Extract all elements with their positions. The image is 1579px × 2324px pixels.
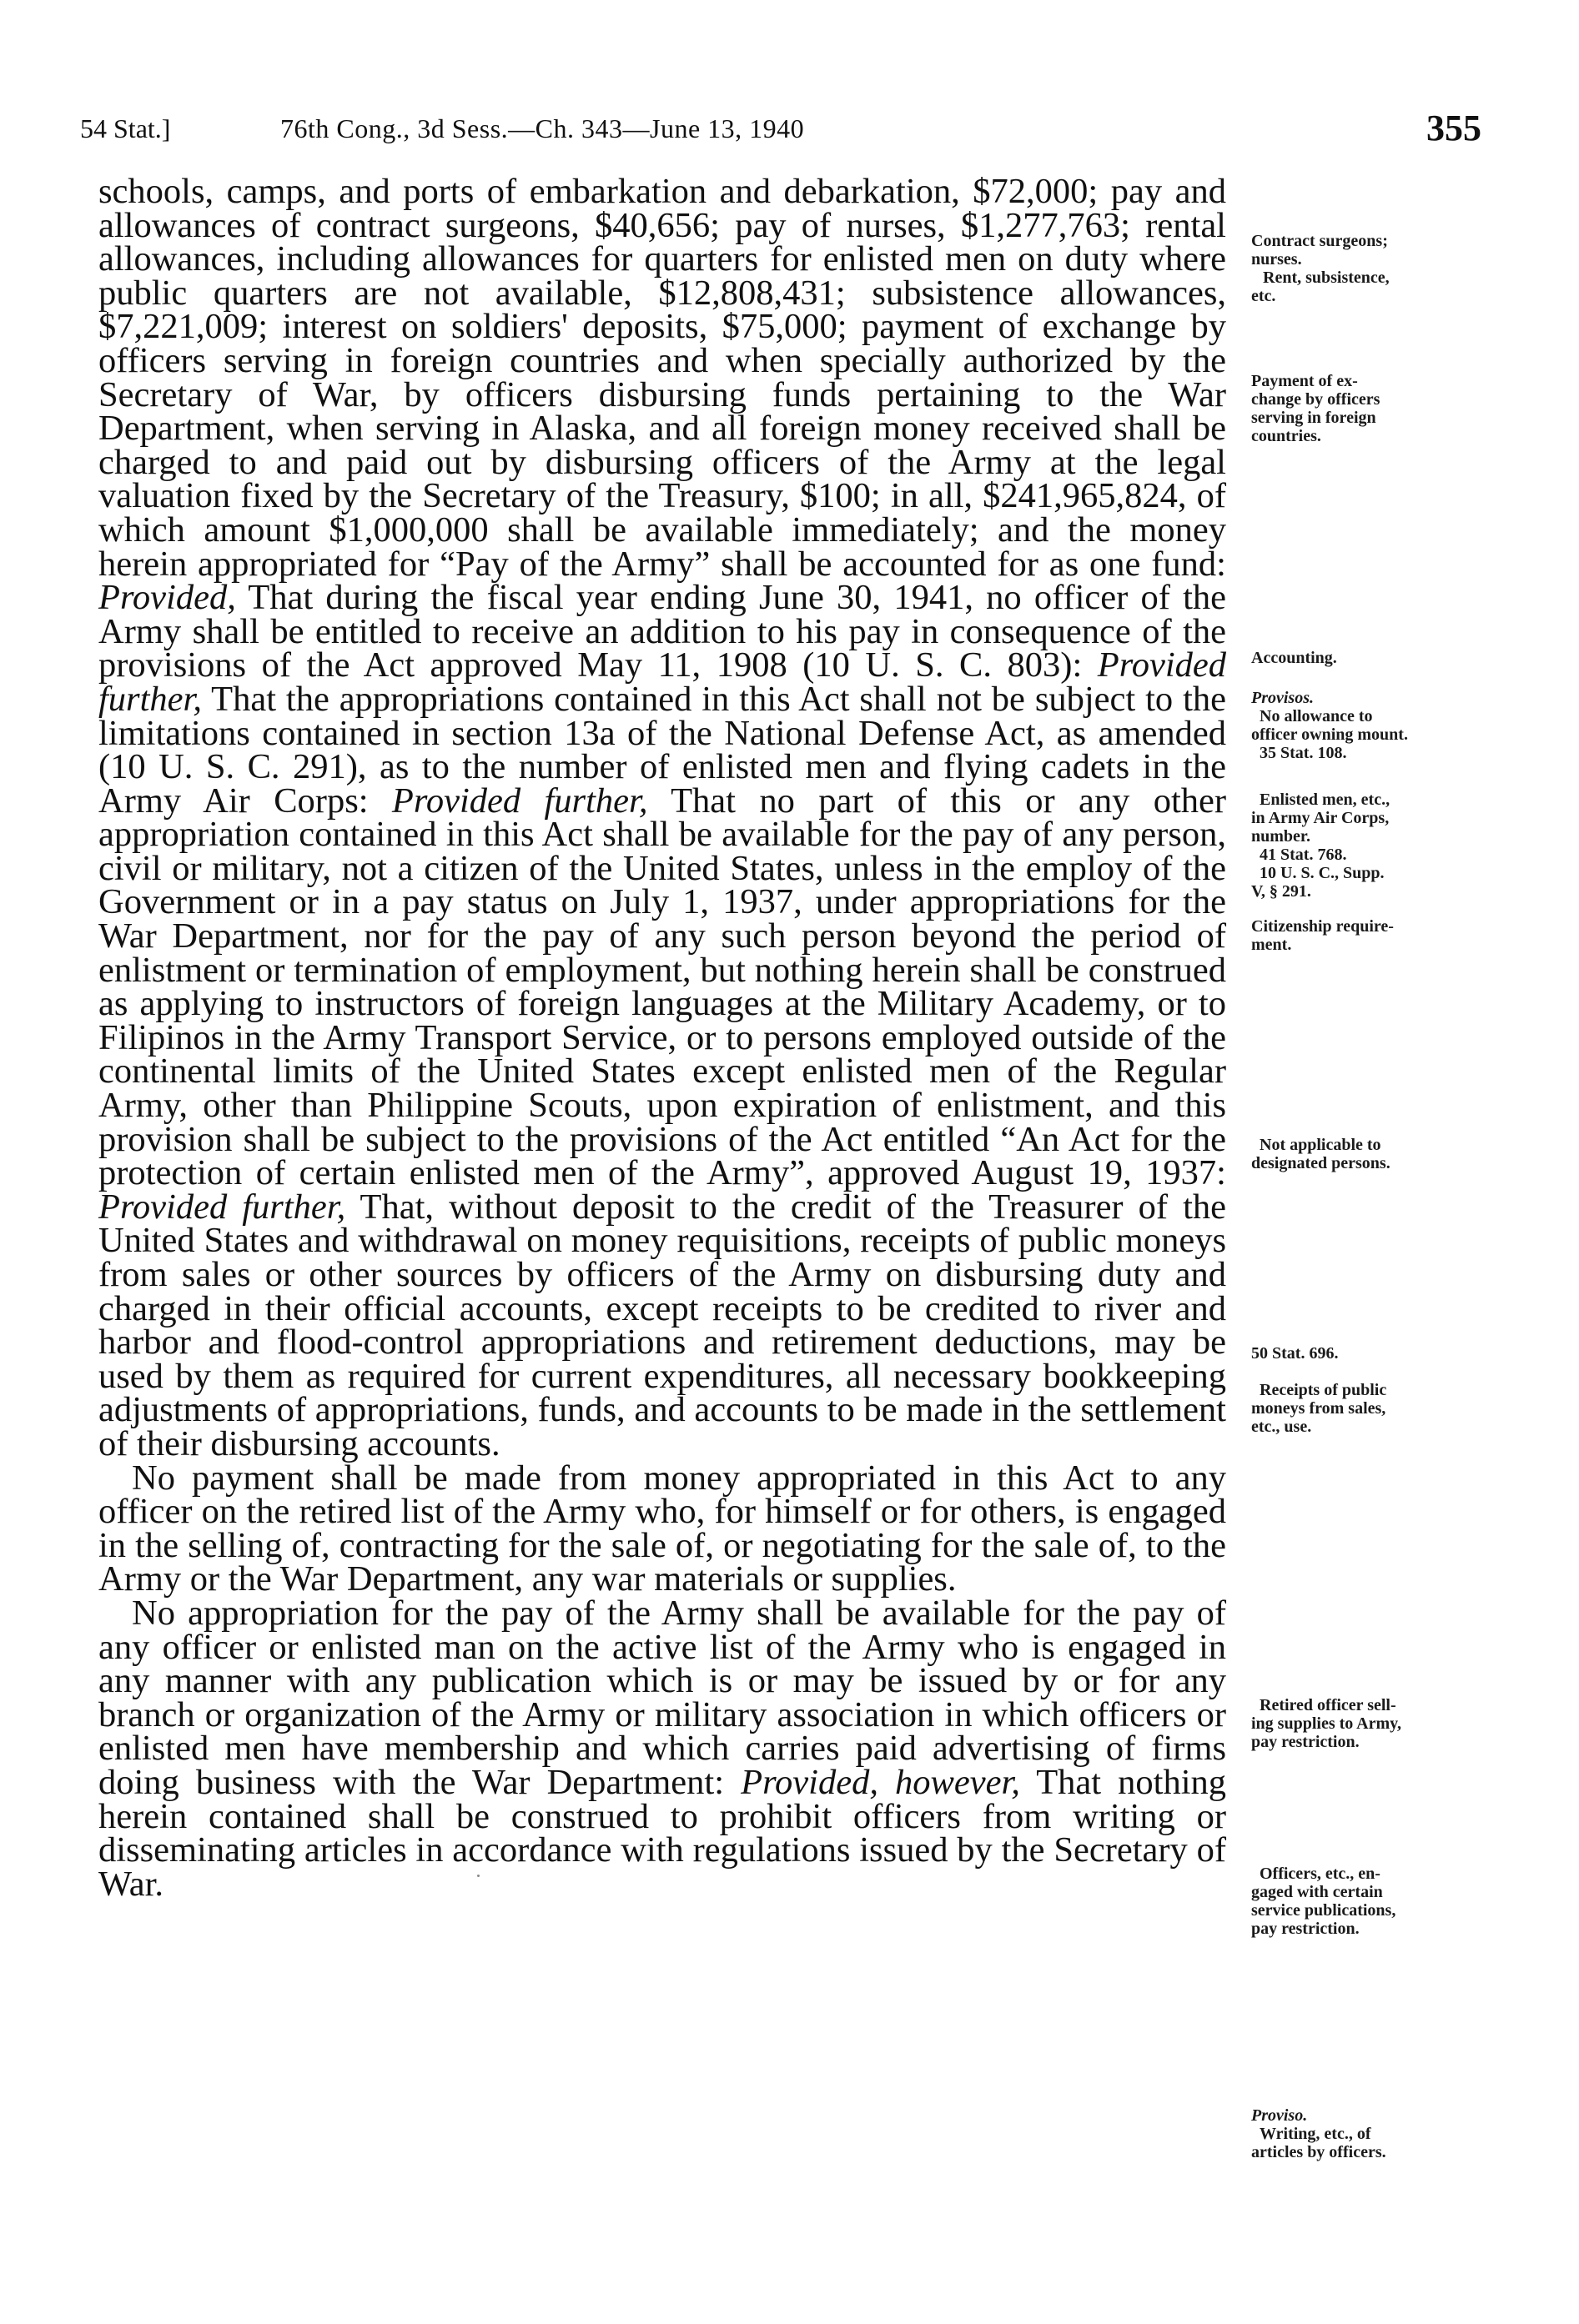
text-run: That, without deposit to the credit of the Treasurer of the United States and withdrawal on money requisitions, receipts of public moneys from sales or other sources by officers of the Army on disbursing duty and charged in their official accounts, except receipts to be credited to river and harbor and flood-control appropriations and retirement deductions, may be used by them as required for current expenditures, all necessary bookkeeping adjustments of appropriations, funds, and accounts to be made in the settlement of their disbursing accounts. [98,1187,1226,1463]
text-run: That nothing herein contained shall be construed to prohibit officers from writing or disseminating articles in accordance with regulations issued by the Secretary of War. [98,1762,1227,1904]
note-line: ment. [1251,936,1292,954]
note-line: Not applicable to [1260,1136,1381,1154]
note-accounting [1251,649,1493,667]
note-stat-696 [1251,1344,1493,1363]
note-line: pay restriction. [1251,1920,1360,1938]
session-chapter-date: 76th Cong., 3d Sess.—Ch. 343—June 13, 1940 [280,113,805,143]
note-provisos [1251,689,1493,707]
print-speck [477,1875,480,1877]
note-line: 35 Stat. 108. [1260,744,1347,762]
note-line: serving in foreign [1251,409,1376,427]
paragraph-publications [98,1593,1227,1904]
note-line: 10 U. S. C., Supp. [1260,864,1385,882]
note-line: ing supplies to Army, [1251,1714,1402,1733]
note-payment-exchange [1251,372,1493,445]
note-line: Officers, etc., en- [1260,1865,1380,1883]
note-line: Accounting. [1251,649,1337,667]
note-line: number. [1251,827,1310,846]
note-line: moneys from sales, [1251,1399,1386,1418]
text-run: That no part of this or any other appropriation contained in this Act shall be available for the pay of any person, civil or military, not a citizen of the United States, unless in the employ of the Government or in a pay status on July 1, 1937, under appropriations for the War Department, nor for the pay of any such person beyond the period of enlistment or termination of employment, but nothing herein shall be construed as applying to instructors of foreign languages at the Military Academy, or to Filipinos in the Army Transport Service, or to persons employed outside of the continental limits of the United States except enlisted men of the Regular Army, other than Philippine Scouts, upon expiration of enlistment, and this provision shall be subject to the provisions of the Act entitled “An Act for the protection of certain enlisted men of the Army”, approved August 19, 1937: [98,781,1227,1193]
text-run: No appropriation for the pay of the Army shall be available for the pay of any officer or enlisted man on the active list of the Army who is engaged in any manner with any publication which is or may be issued by or for any branch or organization of the Army or military association in which officers or enlisted men have membership and which carries paid advertising of firms doing business with the War Department: [98,1593,1226,1802]
note-contract-surgeons [1251,232,1493,305]
note-line: Rent, subsistence, [1263,269,1390,287]
note-line: etc. [1251,287,1276,305]
note-line: Writing, etc., of [1260,2125,1371,2143]
note-proviso [1251,2106,1493,2125]
note-not-applicable [1251,1136,1493,1172]
note-line: etc., use. [1251,1418,1312,1436]
note-line: articles by officers. [1251,2143,1386,2161]
note-enlisted-men [1251,791,1493,901]
text-run: No payment shall be made from money appropriated in this Act to any officer on the retired list of the Army who, for himself or for others, is engaged in the selling of, contracting for the sale of, or negotiating for the sale of, to the Army or the War Department, any war materials or supplies. [98,1458,1226,1599]
note-line: nurses. [1251,250,1302,269]
note-line: Citizenship require- [1251,917,1394,936]
note-line: Payment of ex- [1251,372,1358,390]
note-line: Provisos. [1251,689,1314,707]
note-line: No allowance to [1260,707,1373,725]
text-run: schools, camps, and ports of embarkation and debarkation, $72,000; pay and allowances of contract surgeons, $40,656; pay of nurses, $1,277,763; rental allowances, including allowances for quarters for enlisted men on duty where public quarters are not available, $12,808,431; subsistence allowances, $7,221,009; interest on soldiers' deposits, $75,000; payment of exchange by officers serving in foreign countries and when specially authorized by the Secretary of War, by officers disbursing funds pertaining to the War Department, when serving in Alaska, and all foreign money received shall be charged to and paid out by disbursing officers of the Army at the legal valuation fixed by the Secretary of the Treasury, $100; in all, $241,965,824, of which amount $1,000,000 shall be available immediately; and the money herein appropriated for “Pay of the Army” shall be accounted for as one fund: [98,172,1226,584]
note-line: Receipts of public [1260,1381,1387,1399]
note-line: 41 Stat. 768. [1260,846,1347,864]
note-line: countries. [1251,427,1321,445]
note-line: Contract surgeons; [1251,232,1388,250]
note-retired-officer [1251,1696,1493,1751]
note-no-allowance [1251,707,1493,762]
paragraph-retired-officers [98,1458,1226,1599]
page-number: 355 [1426,108,1481,148]
proviso-term: Provided, [98,578,236,618]
note-line: Retired officer sell- [1260,1696,1396,1714]
note-line: Enlisted men, etc., [1260,791,1390,809]
note-line: designated persons. [1251,1154,1390,1172]
main-text [98,172,1227,1904]
note-citizenship [1251,917,1493,954]
note-line: V, § 291. [1251,882,1311,901]
note-receipts [1251,1381,1493,1436]
note-line: in Army Air Corps, [1251,809,1390,827]
text-run: That during the fiscal year ending June 30, 1941, no officer of the Army shall be entitled to receive an addition to his pay in consequence of the provisions of the Act approved May 11, 1908 (10 U. S. C. 803): [98,578,1226,685]
note-line: officer owning mount. [1251,725,1408,744]
note-line: 50 Stat. 696. [1251,1344,1339,1363]
note-line: gaged with certain [1251,1883,1383,1901]
proviso-term: Provided further, [98,645,1227,719]
volume-reference: 54 Stat.] [80,113,171,143]
note-line: pay restriction. [1251,1733,1360,1751]
note-line: change by officers [1251,390,1380,409]
proviso-term: Provided further, [98,1187,346,1227]
note-officers-engaged [1251,1865,1493,1938]
note-line: Proviso. [1251,2106,1308,2125]
text-run: That the appropriations contained in this Act shall not be subject to the limitations contained in section 13a of the National Defense Act, as amended (10 U. S. C. 291), as to the number of enlisted men and flying cadets in the Army Air Corps: [98,679,1226,821]
proviso-term: Provided further, [391,781,648,821]
note-line: service publications, [1251,1901,1396,1920]
proviso-term: Provided, however, [741,1762,1020,1802]
note-writing [1251,2125,1493,2161]
running-header [80,107,1481,157]
paragraph-pay-of-army [98,172,1227,1463]
